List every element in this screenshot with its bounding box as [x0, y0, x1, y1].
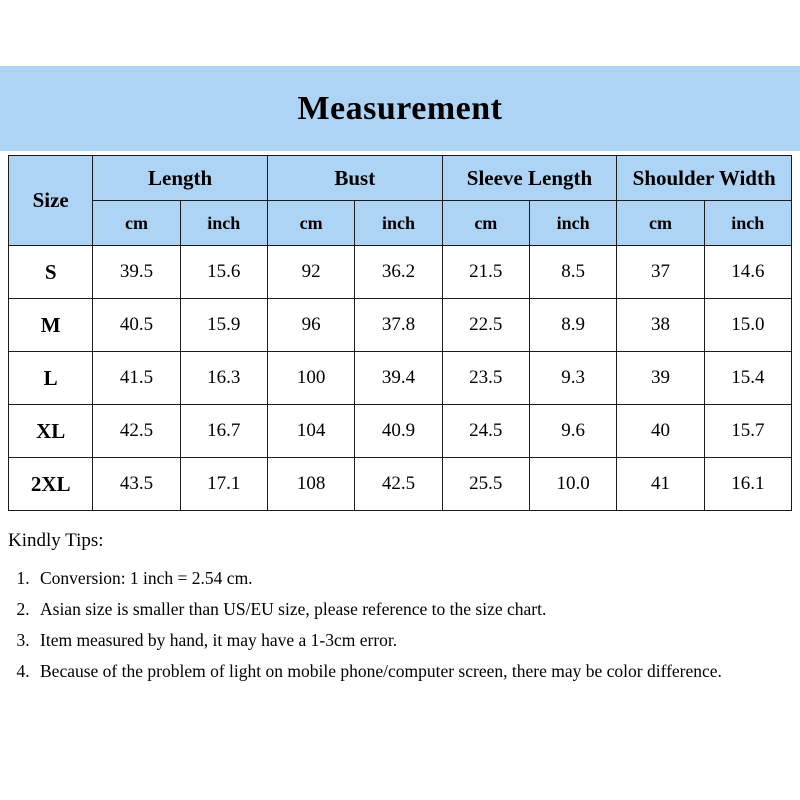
cell-shoulder-inch: 16.1: [704, 458, 791, 511]
cell-sleeve-inch: 9.3: [529, 352, 616, 405]
page-title: Measurement: [297, 89, 503, 127]
cell-bust-inch: 42.5: [355, 458, 442, 511]
measurement-table: [8, 155, 792, 511]
cell-shoulder-cm: 41: [617, 458, 704, 511]
row-size-label: L: [9, 352, 93, 405]
column-header-size: Size: [9, 156, 93, 246]
cell-sleeve-inch: 8.5: [529, 246, 616, 299]
tips-item: 1. Conversion: 1 inch = 2.54 cm.: [34, 564, 788, 593]
cell-shoulder-cm: 38: [617, 299, 704, 352]
table-header: [9, 156, 792, 246]
table-row: [9, 246, 792, 299]
cell-bust-cm: 96: [267, 299, 354, 352]
cell-shoulder-cm: 37: [617, 246, 704, 299]
table-row: [9, 458, 792, 511]
unit-header-length-inch: inch: [180, 201, 267, 246]
cell-shoulder-inch: 15.4: [704, 352, 791, 405]
cell-length-inch: 16.7: [180, 405, 267, 458]
table-group-header-row: [9, 156, 792, 201]
unit-header-sleeve-inch: inch: [529, 201, 616, 246]
cell-sleeve-inch: 10.0: [529, 458, 616, 511]
cell-shoulder-cm: 40: [617, 405, 704, 458]
cell-sleeve-inch: 9.6: [529, 405, 616, 458]
column-group-shoulder-width: Shoulder Width: [617, 156, 792, 201]
cell-shoulder-inch: 15.0: [704, 299, 791, 352]
cell-shoulder-cm: 39: [617, 352, 704, 405]
tips-list: [8, 564, 788, 686]
cell-bust-cm: 104: [267, 405, 354, 458]
cell-bust-inch: 36.2: [355, 246, 442, 299]
cell-length-inch: 15.9: [180, 299, 267, 352]
row-size-label: S: [9, 246, 93, 299]
tips-heading: Kindly Tips:: [8, 530, 104, 551]
cell-length-inch: 16.3: [180, 352, 267, 405]
tips-item: 4. Because of the problem of light on mobile phone/computer screen, there may be color difference.: [34, 657, 788, 686]
tips-item: 2. Asian size is smaller than US/EU size, please reference to the size chart.: [34, 595, 788, 624]
column-group-bust: Bust: [267, 156, 442, 201]
row-size-label: XL: [9, 405, 93, 458]
cell-length-cm: 43.5: [93, 458, 180, 511]
cell-sleeve-cm: 21.5: [442, 246, 529, 299]
kindly-tips-section: [8, 530, 788, 688]
cell-length-cm: 39.5: [93, 246, 180, 299]
column-group-length: Length: [93, 156, 268, 201]
unit-header-bust-cm: cm: [267, 201, 354, 246]
column-group-sleeve-length: Sleeve Length: [442, 156, 617, 201]
cell-length-cm: 41.5: [93, 352, 180, 405]
title-banner: [0, 66, 800, 151]
cell-bust-cm: 108: [267, 458, 354, 511]
table-row: [9, 352, 792, 405]
tips-item: 3. Item measured by hand, it may have a 1-3cm error.: [34, 626, 788, 655]
unit-header-bust-inch: inch: [355, 201, 442, 246]
table-body: [9, 246, 792, 511]
unit-header-sleeve-cm: cm: [442, 201, 529, 246]
cell-length-inch: 15.6: [180, 246, 267, 299]
cell-sleeve-cm: 22.5: [442, 299, 529, 352]
cell-shoulder-inch: 14.6: [704, 246, 791, 299]
cell-length-inch: 17.1: [180, 458, 267, 511]
unit-header-length-cm: cm: [93, 201, 180, 246]
cell-sleeve-cm: 25.5: [442, 458, 529, 511]
row-size-label: M: [9, 299, 93, 352]
unit-header-shoulder-cm: cm: [617, 201, 704, 246]
unit-header-shoulder-inch: inch: [704, 201, 791, 246]
cell-shoulder-inch: 15.7: [704, 405, 791, 458]
table-unit-header-row: [9, 201, 792, 246]
cell-bust-inch: 40.9: [355, 405, 442, 458]
cell-sleeve-cm: 24.5: [442, 405, 529, 458]
table-row: [9, 299, 792, 352]
cell-sleeve-cm: 23.5: [442, 352, 529, 405]
cell-length-cm: 40.5: [93, 299, 180, 352]
table-row: [9, 405, 792, 458]
cell-bust-cm: 100: [267, 352, 354, 405]
row-size-label: 2XL: [9, 458, 93, 511]
cell-bust-cm: 92: [267, 246, 354, 299]
cell-sleeve-inch: 8.9: [529, 299, 616, 352]
cell-bust-inch: 39.4: [355, 352, 442, 405]
cell-bust-inch: 37.8: [355, 299, 442, 352]
cell-length-cm: 42.5: [93, 405, 180, 458]
